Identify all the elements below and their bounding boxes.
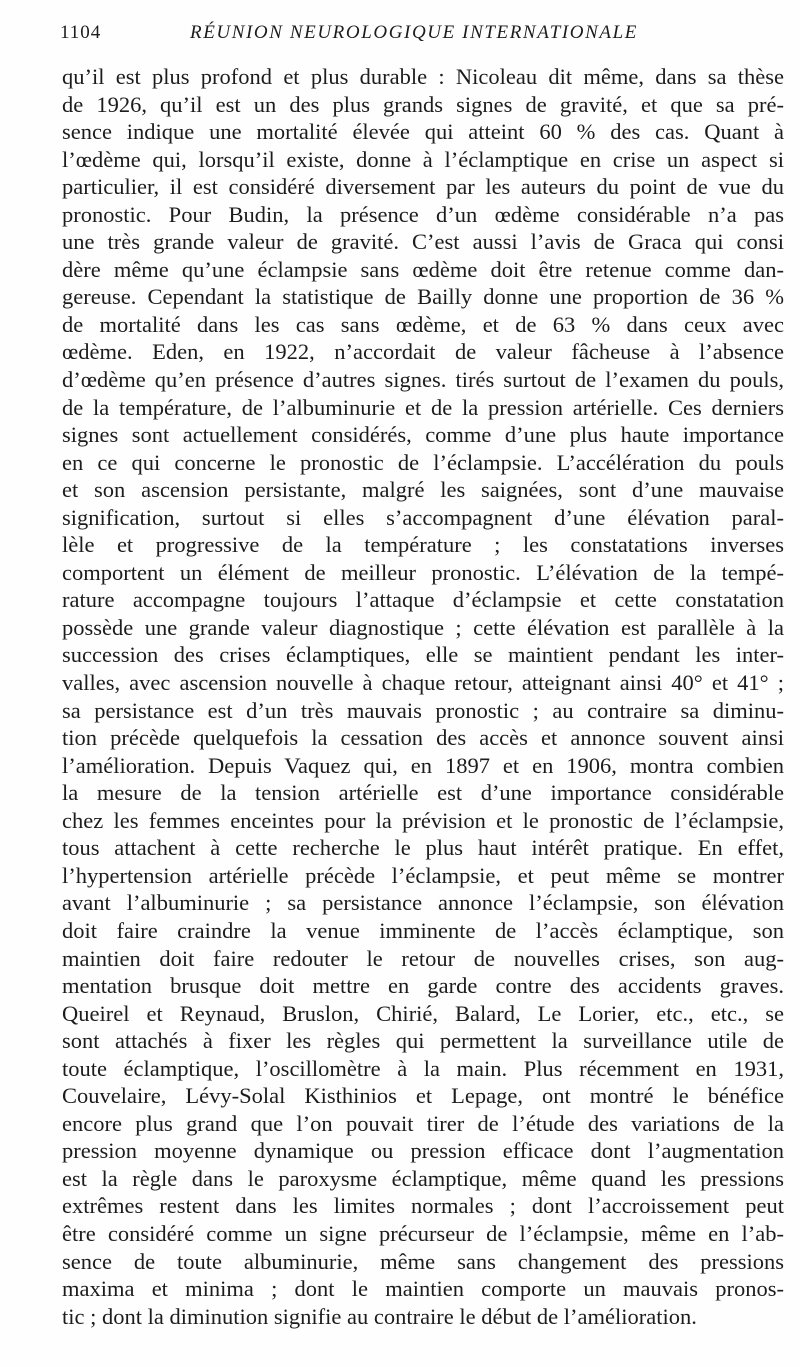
text-line: chez les femmes enceintes pour la prévision et le pronostic de l’éclampsie,	[62, 807, 784, 833]
text-line: l’hypertension artérielle précède l’éclampsie, et peut même se montrer	[62, 862, 784, 888]
text-line: est la règle dans le paroxysme éclamptique, même quand les pressions	[62, 1165, 784, 1191]
text-line: la mesure de la tension artérielle est d’une importance considérable	[62, 780, 784, 806]
text-line: sence de toute albuminurie, même sans changement des pressions	[62, 1248, 784, 1274]
text-line: pression moyenne dynamique ou pression efficace dont l’augmentation	[62, 1138, 784, 1164]
page-number: 1104	[60, 22, 102, 43]
text-line: Queirel et Reynaud, Bruslon, Chirié, Balard, Le Lorier, etc., etc., se	[62, 1000, 784, 1026]
text-line: extrêmes restent dans les limites normales ; dont l’accroissement peut	[62, 1193, 784, 1219]
text-line: l’amélioration. Depuis Vaquez qui, en 1897 et en 1906, montra combien	[62, 752, 784, 778]
text-line: maintien doit faire redouter le retour de nouvelles crises, son aug-	[62, 945, 784, 971]
text-line: l’œdème qui, lorsqu’il existe, donne à l’éclamptique en crise un aspect si	[62, 146, 784, 172]
text-line: en ce qui concerne le pronostic de l’éclampsie. L’accélération du pouls	[62, 449, 784, 475]
text-line: succession des crises éclamptiques, elle se maintient pendant les inter-	[62, 642, 784, 668]
text-line: de mortalité dans les cas sans œdème, et de 63 % dans ceux avec	[62, 311, 784, 337]
text-line: qu’il est plus profond et plus durable : Nicoleau dit même, dans sa thèse	[62, 64, 784, 89]
text-line: tous attachent à cette recherche le plus haut intérêt pratique. En effet,	[62, 835, 784, 861]
text-line: particulier, il est considéré diversement par les auteurs du point de vue du	[62, 174, 784, 200]
text-line: tion précède quelquefois la cessation des accès et annonce souvent ainsi	[62, 725, 784, 751]
text-line: de 1926, qu’il est un des plus grands signes de gravité, et que sa pré-	[62, 91, 784, 117]
text-line: toute éclamptique, l’oscillomètre à la main. Plus récemment en 1931,	[62, 1055, 784, 1081]
text-line: Couvelaire, Lévy-Solal Kisthinios et Lepage, ont montré le bénéfice	[62, 1083, 784, 1109]
running-title: RÉUNION NEUROLOGIQUE INTERNATIONALE	[190, 22, 638, 43]
text-line: signification, surtout si elles s’accompagnent d’une élévation paral-	[62, 504, 784, 530]
text-line: gereuse. Cependant la statistique de Bailly donne une proportion de 36 %	[62, 284, 784, 310]
text-line: être considéré comme un signe précurseur de l’éclampsie, même en l’ab-	[62, 1220, 784, 1246]
text-line: doit faire craindre la venue imminente de l’accès éclamptique, son	[62, 917, 784, 943]
text-line: sence indique une mortalité élevée qui atteint 60 % des cas. Quant à	[62, 119, 784, 145]
text-line: pronostic. Pour Budin, la présence d’un œdème considérable n’a pas	[62, 201, 784, 227]
text-line: dère même qu’une éclampsie sans œdème doit être retenue comme dan-	[62, 256, 784, 282]
text-line: comportent un élément de meilleur pronostic. L’élévation de la tempé-	[62, 559, 784, 585]
text-line: de la température, de l’albuminurie et de la pression artérielle. Ces derniers	[62, 394, 784, 420]
text-line: avant l’albuminurie ; sa persistance annonce l’éclampsie, son élévation	[62, 890, 784, 916]
text-line: mentation brusque doit mettre en garde contre des accidents graves.	[62, 973, 784, 999]
text-line: maxima et minima ; dont le maintien comporte un mauvais pronos-	[62, 1276, 784, 1302]
text-line: tic ; dont la diminution signifie au contraire le début de l’amélioration.	[62, 1303, 697, 1329]
running-head	[60, 18, 780, 48]
body-text	[62, 63, 784, 1330]
text-line: possède une grande valeur diagnostique ; cette élévation est parallèle à la	[62, 614, 784, 640]
text-line: encore plus grand que l’on pouvait tirer de l’étude des variations de la	[62, 1110, 784, 1136]
text-line: rature accompagne toujours l’attaque d’éclampsie et cette constatation	[62, 587, 784, 613]
text-line: lèle et progressive de la température ; les constatations inverses	[62, 532, 784, 558]
text-line: valles, avec ascension nouvelle à chaque retour, atteignant ainsi 40° et 41° ;	[62, 670, 784, 696]
text-line: œdème. Eden, en 1922, n’accordait de valeur fâcheuse à l’absence	[62, 339, 784, 365]
text-line: signes sont actuellement considérés, comme d’une plus haute importance	[62, 422, 784, 448]
text-line: sont attachés à fixer les règles qui permettent la surveillance utile de	[62, 1028, 784, 1054]
text-line: d’œdème qu’en présence d’autres signes. tirés surtout de l’examen du pouls,	[62, 367, 784, 393]
text-line: une très grande valeur de gravité. C’est aussi l’avis de Graca qui consi	[62, 229, 784, 255]
text-line: sa persistance est d’un très mauvais pronostic ; au contraire sa diminu-	[62, 697, 784, 723]
text-line: et son ascension persistante, malgré les saignées, sont d’une mauvaise	[62, 477, 784, 503]
